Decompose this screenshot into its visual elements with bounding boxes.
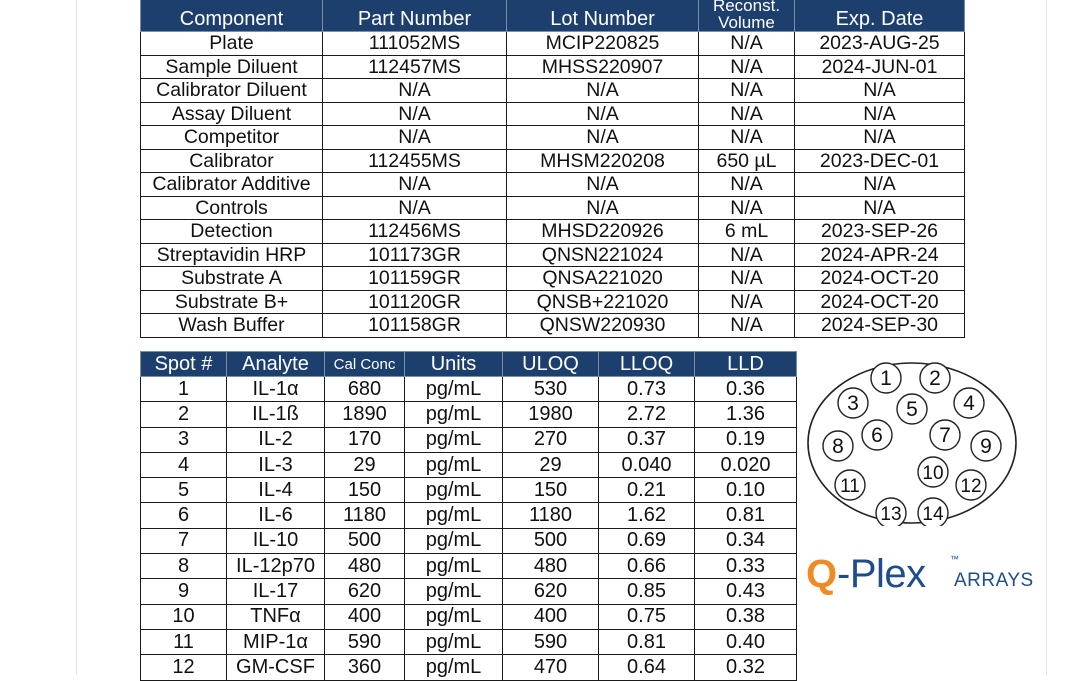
components-row — [141, 314, 965, 338]
lot-number-cell: MHSM220208 — [507, 149, 699, 173]
logo-q: Q — [806, 552, 838, 596]
spot-label: 1 — [880, 367, 892, 390]
units-cell: pg/mL — [405, 503, 503, 528]
uloq-cell: 400 — [503, 604, 599, 629]
part-number-cell: 112456MS — [323, 220, 507, 244]
components-row — [141, 243, 965, 267]
header-volume-line: Volume — [718, 13, 775, 32]
reconst-volume-cell: N/A — [699, 267, 795, 291]
spot-9 — [971, 431, 1001, 461]
components-row — [141, 290, 965, 314]
spot-label: 2 — [929, 367, 941, 390]
spot-3 — [838, 388, 868, 418]
lot-number-cell: N/A — [507, 102, 699, 126]
uloq-cell: 1180 — [503, 503, 599, 528]
header-cal-conc: Cal Conc — [325, 352, 405, 377]
component-name-cell: Plate — [141, 32, 323, 56]
lloq-cell: 0.85 — [599, 579, 695, 604]
exp-date-cell: N/A — [795, 196, 965, 220]
spot-number-cell: 9 — [141, 579, 227, 604]
lloq-cell: 0.21 — [599, 478, 695, 503]
spot-label: 9 — [980, 435, 992, 458]
cal-conc-cell: 170 — [325, 427, 405, 452]
cal-conc-cell: 480 — [325, 554, 405, 579]
lloq-cell: 1.62 — [599, 503, 695, 528]
analytes-row — [141, 377, 797, 402]
part-number-cell: 111052MS — [323, 32, 507, 56]
uloq-cell: 590 — [503, 629, 599, 654]
exp-date-cell: 2024-JUN-01 — [795, 55, 965, 79]
spot-label: 7 — [939, 424, 951, 447]
spot-number-cell: 3 — [141, 427, 227, 452]
lot-number-cell: MHSS220907 — [507, 55, 699, 79]
cal-conc-cell: 590 — [325, 629, 405, 654]
header-component: Component — [141, 0, 323, 32]
header-spot-number: Spot # — [141, 352, 227, 377]
units-cell: pg/mL — [405, 579, 503, 604]
part-number-cell: 101173GR — [323, 243, 507, 267]
units-cell: pg/mL — [405, 528, 503, 553]
lld-cell: 0.36 — [695, 377, 797, 402]
part-number-cell: 112457MS — [323, 55, 507, 79]
spot-number-cell: 8 — [141, 554, 227, 579]
header-exp-date: Exp. Date — [795, 0, 965, 32]
component-name-cell: Wash Buffer — [141, 314, 323, 338]
reconst-volume-cell: N/A — [699, 243, 795, 267]
analytes-row — [141, 528, 797, 553]
part-number-cell: N/A — [323, 173, 507, 197]
part-number-cell: 101158GR — [323, 314, 507, 338]
exp-date-cell: 2024-OCT-20 — [795, 290, 965, 314]
components-row — [141, 32, 965, 56]
analyte-cell: GM-CSF — [227, 655, 325, 680]
components-row — [141, 55, 965, 79]
spot-label: 3 — [847, 392, 859, 415]
lld-cell: 0.40 — [695, 629, 797, 654]
analyte-cell: IL-10 — [227, 528, 325, 553]
lot-number-cell: QNSW220930 — [507, 314, 699, 338]
q-plex-arrays-logo — [806, 552, 1036, 602]
header-analyte: Analyte — [227, 352, 325, 377]
analyte-cell: IL-2 — [227, 427, 325, 452]
lloq-cell: 0.040 — [599, 452, 695, 477]
units-cell: pg/mL — [405, 478, 503, 503]
cal-conc-cell: 29 — [325, 452, 405, 477]
units-cell: pg/mL — [405, 629, 503, 654]
uloq-cell: 530 — [503, 377, 599, 402]
analytes-row — [141, 604, 797, 629]
reconst-volume-cell: N/A — [699, 79, 795, 103]
analyte-cell: TNFα — [227, 604, 325, 629]
exp-date-cell: 2024-OCT-20 — [795, 267, 965, 291]
lld-cell: 1.36 — [695, 402, 797, 427]
part-number-cell: 112455MS — [323, 149, 507, 173]
uloq-cell: 1980 — [503, 402, 599, 427]
header-reconst-line: Reconst. — [712, 0, 781, 15]
header-uloq: ULOQ — [503, 352, 599, 377]
reconst-volume-cell: N/A — [699, 55, 795, 79]
spot-number-cell: 6 — [141, 503, 227, 528]
units-cell: pg/mL — [405, 655, 503, 680]
cal-conc-cell: 150 — [325, 478, 405, 503]
spot-4 — [954, 388, 984, 418]
spot-1 — [871, 363, 901, 393]
lloq-cell: 0.66 — [599, 554, 695, 579]
uloq-cell: 500 — [503, 528, 599, 553]
cal-conc-cell: 500 — [325, 528, 405, 553]
reconst-volume-cell: N/A — [699, 102, 795, 126]
analyte-cell: IL-6 — [227, 503, 325, 528]
cal-conc-cell: 1180 — [325, 503, 405, 528]
lloq-cell: 0.69 — [599, 528, 695, 553]
components-row — [141, 220, 965, 244]
lot-number-cell: MCIP220825 — [507, 32, 699, 56]
analytes-table — [140, 351, 797, 681]
analyte-cell: IL-1α — [227, 377, 325, 402]
part-number-cell: N/A — [323, 126, 507, 150]
spot-label: 13 — [880, 504, 902, 525]
logo-arrays: ARRAYS — [954, 570, 1034, 591]
spot-number-cell: 7 — [141, 528, 227, 553]
component-name-cell: Substrate B+ — [141, 290, 323, 314]
reconst-volume-cell: N/A — [699, 173, 795, 197]
analyte-cell: MIP-1α — [227, 629, 325, 654]
component-name-cell: Sample Diluent — [141, 55, 323, 79]
lld-cell: 0.38 — [695, 604, 797, 629]
spot-label: 8 — [832, 435, 844, 458]
exp-date-cell: 2023-DEC-01 — [795, 149, 965, 173]
lot-number-cell: QNSA221020 — [507, 267, 699, 291]
part-number-cell: N/A — [323, 102, 507, 126]
component-name-cell: Controls — [141, 196, 323, 220]
lld-cell: 0.34 — [695, 528, 797, 553]
units-cell: pg/mL — [405, 377, 503, 402]
spot-label: 12 — [960, 476, 982, 497]
spot-label: 11 — [840, 476, 860, 497]
analyte-cell: IL-17 — [227, 579, 325, 604]
uloq-cell: 480 — [503, 554, 599, 579]
lloq-cell: 0.81 — [599, 629, 695, 654]
analyte-cell: IL-3 — [227, 452, 325, 477]
exp-date-cell: 2024-SEP-30 — [795, 314, 965, 338]
header-part-number: Part Number — [323, 0, 507, 32]
spot-11 — [835, 470, 865, 500]
lloq-cell: 0.73 — [599, 377, 695, 402]
header-reconst-volume — [699, 0, 795, 32]
part-number-cell: N/A — [323, 196, 507, 220]
lot-number-cell: N/A — [507, 196, 699, 220]
reconst-volume-cell: N/A — [699, 126, 795, 150]
reconst-volume-cell: N/A — [699, 290, 795, 314]
units-cell: pg/mL — [405, 604, 503, 629]
component-name-cell: Substrate A — [141, 267, 323, 291]
part-number-cell: 101159GR — [323, 267, 507, 291]
spot-7 — [930, 420, 960, 450]
components-row — [141, 149, 965, 173]
units-cell: pg/mL — [405, 452, 503, 477]
spot-map-diagram — [806, 356, 1022, 526]
spot-13 — [876, 498, 906, 526]
lloq-cell: 0.64 — [599, 655, 695, 680]
components-row — [141, 267, 965, 291]
part-number-cell: 101120GR — [323, 290, 507, 314]
exp-date-cell: N/A — [795, 173, 965, 197]
logo-plex: -Plex — [837, 552, 926, 596]
components-row — [141, 79, 965, 103]
spot-label: 14 — [922, 504, 944, 525]
analytes-row — [141, 427, 797, 452]
spot-8 — [823, 431, 853, 461]
spot-label: 5 — [906, 398, 918, 421]
components-row — [141, 126, 965, 150]
analyte-cell: IL-1ß — [227, 402, 325, 427]
analyte-cell: IL-4 — [227, 478, 325, 503]
analytes-row — [141, 503, 797, 528]
analyte-cell: IL-12p70 — [227, 554, 325, 579]
uloq-cell: 270 — [503, 427, 599, 452]
uloq-cell: 620 — [503, 579, 599, 604]
spot-number-cell: 12 — [141, 655, 227, 680]
spot-number-cell: 5 — [141, 478, 227, 503]
cal-conc-cell: 620 — [325, 579, 405, 604]
lld-cell: 0.33 — [695, 554, 797, 579]
exp-date-cell: N/A — [795, 126, 965, 150]
logo-trademark: ™ — [950, 554, 959, 564]
components-row — [141, 196, 965, 220]
spot-12 — [956, 470, 986, 500]
lld-cell: 0.19 — [695, 427, 797, 452]
cal-conc-cell: 680 — [325, 377, 405, 402]
lld-cell: 0.10 — [695, 478, 797, 503]
lot-number-cell: QNSB+221020 — [507, 290, 699, 314]
cal-conc-cell: 400 — [325, 604, 405, 629]
part-number-cell: N/A — [323, 79, 507, 103]
exp-date-cell: N/A — [795, 102, 965, 126]
analytes-body — [141, 377, 797, 681]
uloq-cell: 150 — [503, 478, 599, 503]
spot-number-cell: 4 — [141, 452, 227, 477]
spot-number-cell: 11 — [141, 629, 227, 654]
components-row — [141, 102, 965, 126]
units-cell: pg/mL — [405, 554, 503, 579]
reconst-volume-cell: 650 µL — [699, 149, 795, 173]
spot-label: 4 — [963, 392, 975, 415]
spot-2 — [920, 363, 950, 393]
component-name-cell: Calibrator Additive — [141, 173, 323, 197]
component-name-cell: Calibrator Diluent — [141, 79, 323, 103]
analytes-row — [141, 629, 797, 654]
lld-cell: 0.43 — [695, 579, 797, 604]
lot-number-cell: QNSN221024 — [507, 243, 699, 267]
exp-date-cell: 2024-APR-24 — [795, 243, 965, 267]
lld-cell: 0.020 — [695, 452, 797, 477]
spot-number-cell: 10 — [141, 604, 227, 629]
spot-6 — [862, 420, 892, 450]
units-cell: pg/mL — [405, 427, 503, 452]
components-body — [141, 32, 965, 338]
spot-label: 6 — [871, 424, 883, 447]
units-cell: pg/mL — [405, 402, 503, 427]
reconst-volume-cell: 6 mL — [699, 220, 795, 244]
lld-cell: 0.32 — [695, 655, 797, 680]
lloq-cell: 0.37 — [599, 427, 695, 452]
uloq-cell: 470 — [503, 655, 599, 680]
analytes-row — [141, 452, 797, 477]
reconst-volume-cell: N/A — [699, 314, 795, 338]
reconst-volume-cell: N/A — [699, 196, 795, 220]
header-lloq: LLOQ — [599, 352, 695, 377]
component-name-cell: Streptavidin HRP — [141, 243, 323, 267]
components-table — [140, 0, 965, 338]
header-lot-number: Lot Number — [507, 0, 699, 32]
reconst-volume-cell: N/A — [699, 32, 795, 56]
spot-number-cell: 1 — [141, 377, 227, 402]
analytes-row — [141, 478, 797, 503]
spot-5 — [897, 394, 927, 424]
components-row — [141, 173, 965, 197]
lot-number-cell: N/A — [507, 173, 699, 197]
analytes-row — [141, 579, 797, 604]
spot-14 — [918, 498, 948, 526]
spot-label: 10 — [922, 463, 944, 484]
component-name-cell: Competitor — [141, 126, 323, 150]
lot-number-cell: MHSD220926 — [507, 220, 699, 244]
header-units: Units — [405, 352, 503, 377]
exp-date-cell: 2023-AUG-25 — [795, 32, 965, 56]
uloq-cell: 29 — [503, 452, 599, 477]
component-name-cell: Assay Diluent — [141, 102, 323, 126]
component-name-cell: Detection — [141, 220, 323, 244]
spot-number-cell: 2 — [141, 402, 227, 427]
cal-conc-cell: 1890 — [325, 402, 405, 427]
cal-conc-cell: 360 — [325, 655, 405, 680]
analytes-row — [141, 655, 797, 680]
lld-cell: 0.81 — [695, 503, 797, 528]
components-header-row — [141, 0, 965, 32]
exp-date-cell: N/A — [795, 79, 965, 103]
lloq-cell: 2.72 — [599, 402, 695, 427]
scan-edge-right — [1046, 0, 1047, 675]
lot-number-cell: N/A — [507, 126, 699, 150]
exp-date-cell: 2023-SEP-26 — [795, 220, 965, 244]
component-name-cell: Calibrator — [141, 149, 323, 173]
lot-number-cell: N/A — [507, 79, 699, 103]
spot-10 — [918, 457, 948, 487]
spot-map-svg — [806, 356, 1022, 526]
scan-edge-left — [76, 0, 77, 675]
analytes-row — [141, 554, 797, 579]
analytes-row — [141, 402, 797, 427]
analytes-header-row — [141, 352, 797, 377]
header-lld: LLD — [695, 352, 797, 377]
lloq-cell: 0.75 — [599, 604, 695, 629]
